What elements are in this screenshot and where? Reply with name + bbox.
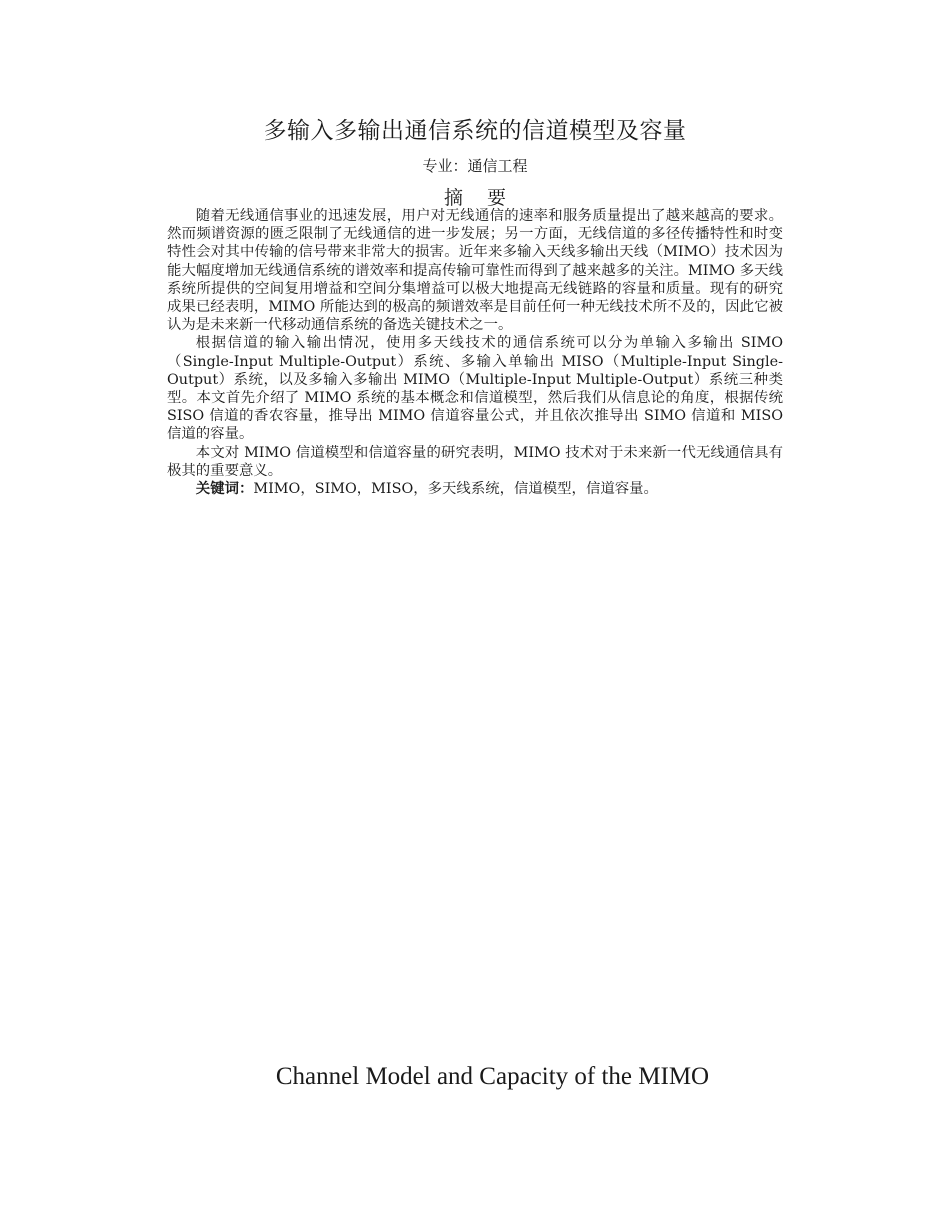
abstract-paragraph-2: 根据信道的输入输出情况，使用多天线技术的通信系统可以分为单输入多输出 SIMO（Single-Input Multiple-Output）系统、多输入单输出 MISO（Multiple-Input Single-Output）系统，以及多输入多输出 MIMO（Multiple-Input Multiple-Output）系统三种类型。本文首先介绍了 MIMO 系统的基本概念和信道模型，然后我们从信息论的角度，根据传统 SISO 信道的香农容量，推导出 MIMO 信道容量公式，并且依次推导出 SIMO 信道和 MISO 信道的容量。	[167, 335, 783, 443]
chinese-title: 多输入多输出通信系统的信道模型及容量	[263, 118, 687, 144]
keywords-line	[167, 480, 783, 498]
abstract-body	[167, 207, 783, 498]
abstract-paragraph-3: 本文对 MIMO 信道模型和信道容量的研究表明，MIMO 技术对于未来新一代无线通信具有极其的重要意义。	[167, 444, 783, 479]
english-title: Channel Model and Capacity of the MIMO	[275, 1063, 710, 1090]
major-line: 专业：通信工程	[422, 157, 528, 175]
keywords-label: 关键词：	[195, 481, 254, 498]
abstract-paragraph-1: 随着无线通信事业的迅速发展，用户对无线通信的速率和服务质量提出了越来越高的要求。然而频谱资源的匮乏限制了无线通信的进一步发展；另一方面，无线信道的多径传播特性和时变特性会对其中传输的信号带来非常大的损害。近年来多输入天线多输出天线（MIMO）技术因为能大幅度增加无线通信系统的谱效率和提高传输可靠性而得到了越来越多的关注。MIMO 多天线系统所提供的空间复用增益和空间分集增益可以极大地提高无线链路的容量和质量。现有的研究成果已经表明，MIMO 所能达到的极高的频谱效率是目前任何一种无线技术所不及的，因此它被认为是未来新一代移动通信系统的备选关键技术之一。	[167, 208, 783, 334]
keywords-text: MIMO，SIMO，MISO，多天线系统，信道模型，信道容量。	[253, 481, 658, 498]
abstract-heading: 摘要	[443, 187, 530, 209]
